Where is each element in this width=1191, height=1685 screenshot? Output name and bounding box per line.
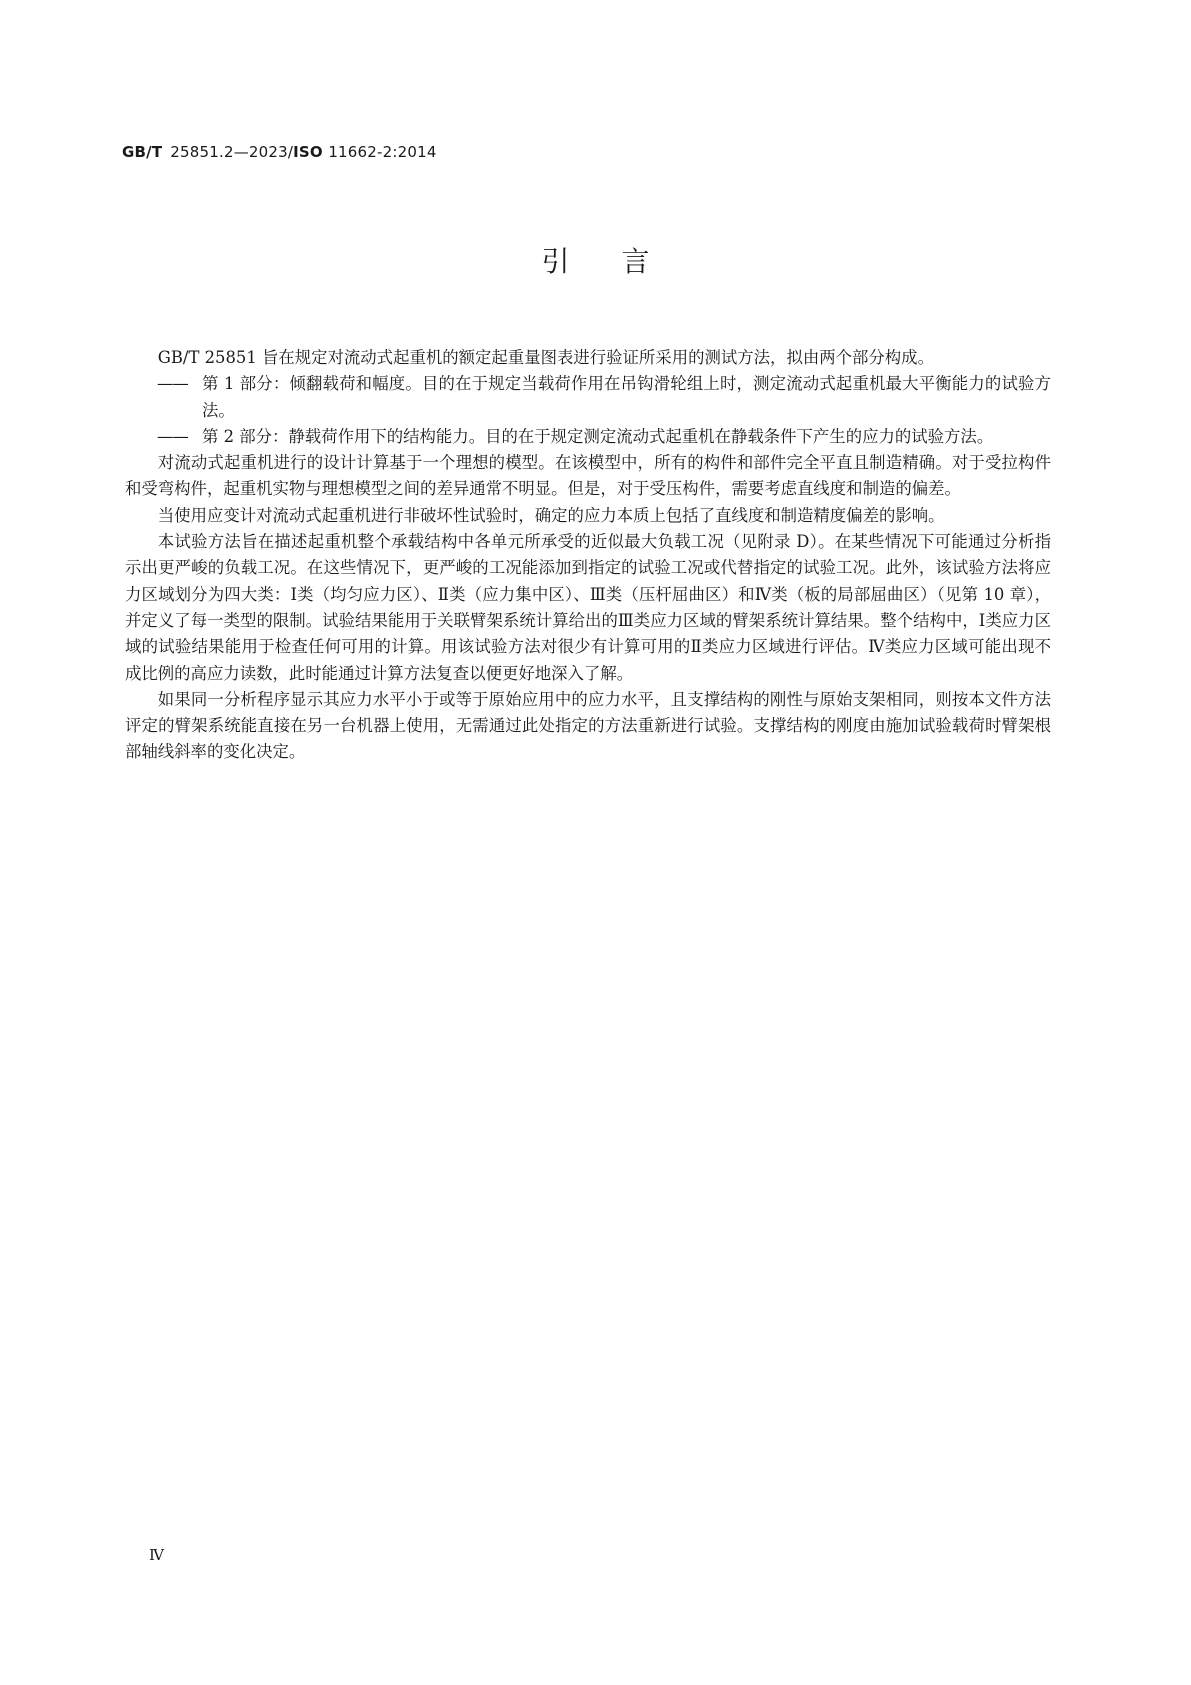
iso-label: ISO bbox=[293, 143, 323, 161]
paragraph-test-method: 本试验方法旨在描述起重机整个承载结构中各单元所承受的近似最大负载工况（见附录 D）。在某些情况下可能通过分析指示出更严峻的负载工况。在这些情况下，更严峻的工况能添加到指定的试验工况或代替指定的试验工况。此外，该试验方法将应力区域划分为四大类：Ⅰ类（均匀应力区）、Ⅱ类（应力集中区）、Ⅲ类（压杆屈曲区）和Ⅳ类（板的局部屈曲区）（见第 10 章），并定义了每一类型的限制。试验结果能用于关联臂架系统计算给出的Ⅲ类应力区域的臂架系统计算结果。整个结构中，Ⅰ类应力区域的试验结果能用于检查任何可用的计算。用该试验方法对很少有计算可用的Ⅱ类应力区域进行评估。Ⅳ类应力区域可能出现不成比例的高应力读数，此时能通过计算方法复查以便更好地深入了解。 bbox=[125, 532, 1051, 683]
list-item-text: 第 1 部分：倾翻载荷和幅度。目的在于规定当载荷作用在吊钩滑轮组上时，测定流动式起重机最大平衡能力的试验方法。 bbox=[202, 374, 1051, 420]
iso-number: 11662-2:2014 bbox=[328, 143, 437, 161]
paragraph-boom-system: 如果同一分析程序显示其应力水平小于或等于原始应用中的应力水平，且支撑结构的刚性与原始支架相同，则按本文件方法评定的臂架系统能直接在另一台机器上使用，无需通过此处指定的方法重新进行试验。支撑结构的刚度由施加试验载荷时臂架根部轴线斜率的变化决定。 bbox=[125, 689, 1051, 762]
paragraph-scope: GB/T 25851 旨在规定对流动式起重机的额定起重量图表进行验证所采用的测试方法，拟由两个部分构成。 bbox=[157, 348, 934, 367]
page-number: Ⅳ bbox=[149, 1546, 164, 1564]
list-item-part-2 bbox=[125, 424, 1051, 450]
paragraph-design-calculation: 对流动式起重机进行的设计计算基于一个理想的模型。在该模型中，所有的构件和部件完全平直且制造精确。对于受拉构件和受弯构件，起重机实物与理想模型之间的差异通常不明显。但是，对于受压构件，需要考虑直线度和制造的偏差。 bbox=[125, 453, 1051, 499]
introduction-body bbox=[125, 345, 1051, 766]
list-item-part-1 bbox=[125, 371, 1051, 424]
paragraph-strain-gauge: 当使用应变计对流动式起重机进行非破坏性试验时，确定的应力本质上包括了直线度和制造精度偏差的影响。 bbox=[157, 505, 945, 525]
standard-code-prefix: GB/T bbox=[122, 143, 163, 161]
section-title: 引言 bbox=[541, 245, 702, 278]
document-header bbox=[122, 143, 437, 161]
list-dash: —— bbox=[157, 426, 188, 446]
list-dash: —— bbox=[157, 374, 188, 394]
list-item-text: 第 2 部分：静载荷作用下的结构能力。目的在于规定测定流动式起重机在静载条件下产生的应力的试验方法。 bbox=[202, 426, 994, 446]
standard-number: 25851.2—2023/ bbox=[170, 143, 294, 161]
